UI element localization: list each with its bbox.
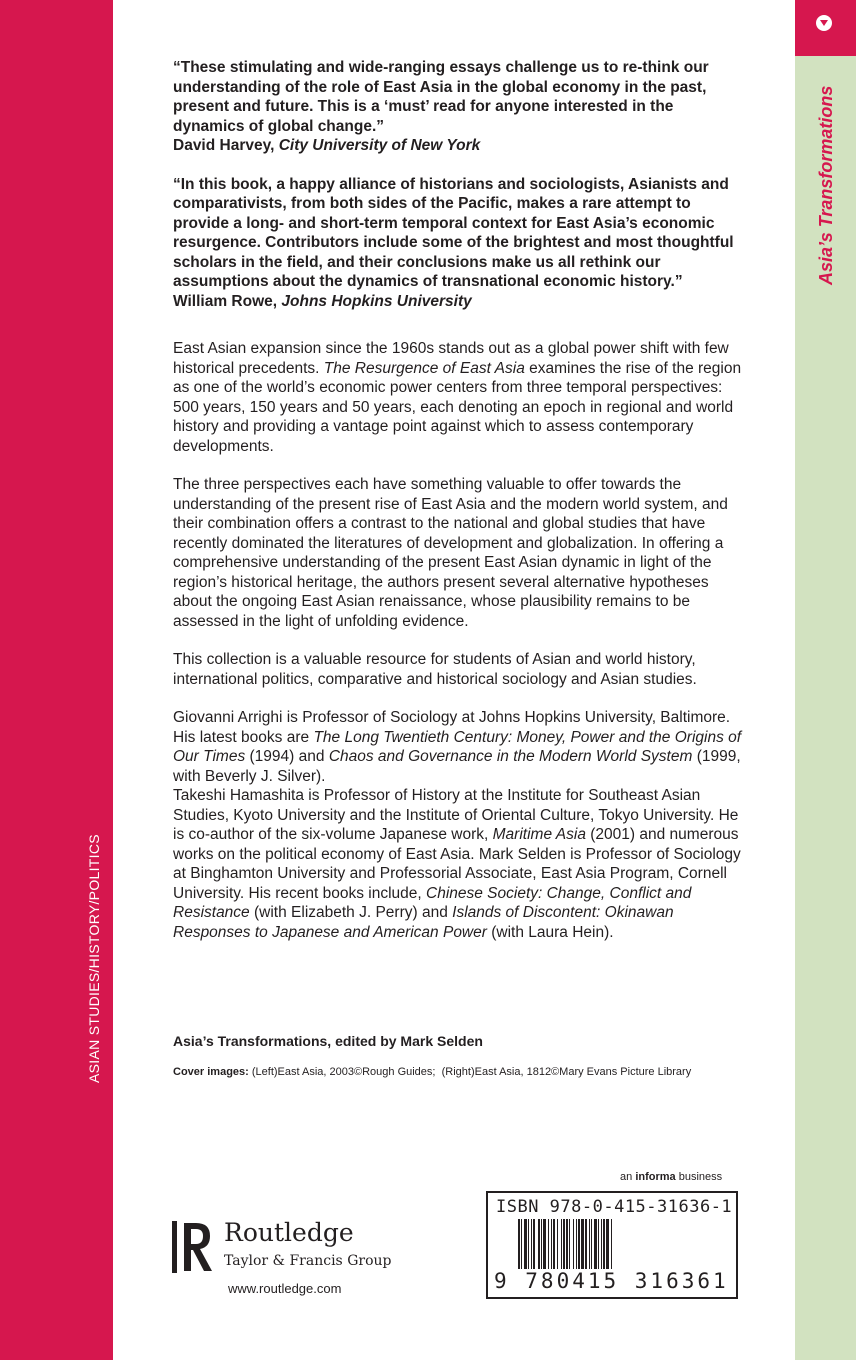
quote-author: William Rowe,	[173, 292, 278, 310]
quote-institution: Johns Hopkins University	[281, 292, 472, 310]
description-paragraph: The three perspectives each have something valuable to offer towards the understanding of the present rise of East Asia and the modern world system, and their combination offers a contrast to the national and global studies that have recently dominated the literatures of development and globalization. In offering a comprehensive understanding of the present East Asian dynamic in light of the region’s historical heritage, the authors present several alternative hypotheses about the ongoing East Asian renaissance, whose plausibility remains to be assessed in the light of unfolding evidence.	[173, 476, 728, 630]
book-title: Chinese Society: Change, Conflict and Resistance	[173, 884, 692, 921]
publisher-website[interactable]: www.routledge.com	[228, 1281, 342, 1296]
bio-text: (1994) and	[249, 748, 325, 765]
barcode-bars	[518, 1219, 708, 1269]
informa-brand: informa	[635, 1171, 676, 1183]
isbn-number: ISBN 978-0-415-31636-1	[496, 1197, 733, 1217]
ean-digits: 9 780415 316361	[494, 1269, 729, 1293]
bio-text: Takeshi Hamashita is Professor of History at the Institute for Southeast Asian Studies, Kyoto University and the Institute of Oriental Culture, Tokyo University. He is co-author of the six-volume Japanese work,	[173, 787, 739, 843]
description-text: East Asian expansion since the 1960s stands out as a global power shift with few historical precedents.	[173, 340, 729, 377]
cover-credit-left: (Left)East Asia, 2003©Rough Guides;	[251, 1066, 436, 1078]
bio-text: Mark Selden is Professor of Sociology at Binghamton University and Professorial Associate, East Asia Program, Cornell University. His recent books include,	[173, 845, 741, 902]
routledge-logo-icon	[172, 1219, 214, 1277]
review-quote: “In this book, a happy alliance of historians and sociologists, Asianists and comparativists, from both sides of the Pacific, makes a rare attempt to provide a long- and short-term temporal context for East Asia’s economic resurgence. Contributors include some of the brightest and most thoughtful scholars in the field, and their conclusions make us all rethink our assumptions about the dynamics of transnational economic history.”	[173, 175, 734, 290]
book-title: Maritime Asia	[492, 826, 586, 843]
description-paragraph	[173, 339, 743, 456]
editor-bios	[173, 708, 743, 942]
audience-paragraph: This collection is a valuable resource for students of Asian and world history, international politics, comparative and historical sociology and Asian studies.	[173, 651, 697, 688]
informa-prefix: an	[620, 1171, 633, 1183]
cover-credit-right: (Right)East Asia, 1812©Mary Evans Picture Library	[441, 1066, 692, 1078]
publisher-group: Taylor & Francis Group	[224, 1253, 392, 1269]
isbn-barcode	[486, 1191, 738, 1299]
bio-text: Giovanni Arrighi is Professor of Sociology at Johns Hopkins University, Baltimore. His latest books are	[173, 709, 731, 746]
quote-author: David Harvey,	[173, 137, 275, 154]
subject-category-label: ASIAN STUDIES/HISTORY/POLITICS	[86, 834, 102, 1083]
quote-attribution	[173, 136, 743, 156]
cover-image-credits	[173, 1066, 691, 1078]
triangle-glyph	[820, 20, 828, 26]
description-text: examines the rise of the region as one of the world’s economic power centers from three temporal perspectives: 500 years, 150 years and 50 years, each denoting an epoch in regional and world history and providing a vantage point against which to assess contemporary developments.	[173, 359, 742, 455]
publisher-name: Routledge	[224, 1218, 354, 1247]
series-credit: Asia’s Transformations, edited by Mark Selden	[173, 1033, 483, 1049]
quote-institution: City University of New York	[278, 137, 481, 154]
book-title: The Resurgence of East Asia	[323, 359, 525, 377]
cover-credit-label: Cover images:	[173, 1066, 249, 1078]
informa-suffix: business	[678, 1171, 723, 1183]
review-quote: “These stimulating and wide-ranging essays challenge us to re-think our understanding of the role of East Asia in the global economy in the past, present and future. This is a ‘must’ read for anyone interested in the dynamics of global change.”	[173, 59, 709, 135]
book-title: Islands of Discontent: Okinawan Responses to Japanese and American Power	[173, 904, 674, 941]
bio-text: (with Elizabeth J. Perry) and	[254, 904, 448, 921]
bio-text: (with Laura Hein).	[491, 923, 614, 941]
left-color-band	[0, 0, 113, 1360]
bio-text: (1999, with Beverly J. Silver).	[173, 748, 741, 785]
informa-tagline	[620, 1171, 722, 1183]
bio-text: (2001) and numerous works on the political economy of East Asia.	[173, 826, 739, 863]
quote-attribution	[173, 292, 743, 312]
series-title-vertical: Asia’s Transformations	[816, 85, 836, 285]
book-title: The Long Twentieth Century: Money, Power and the Origins of Our Times	[173, 728, 742, 765]
back-cover-content	[173, 58, 743, 942]
book-title: Chaos and Governance in the Modern World System	[328, 748, 693, 765]
